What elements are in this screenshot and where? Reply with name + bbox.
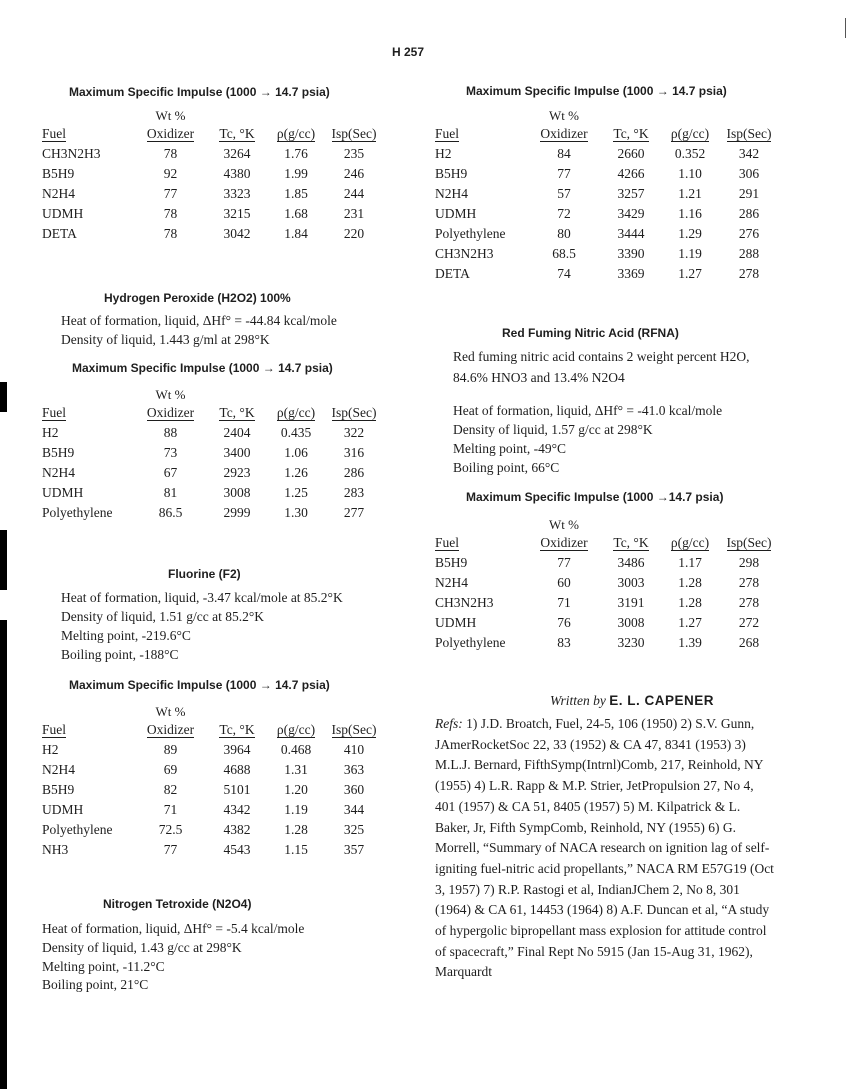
rho-cell: 1.27	[678, 615, 702, 630]
rho-cell: 1.28	[284, 822, 308, 837]
rfna-desc-1: Red fuming nitric acid contains 2 weight percent H2O,	[453, 349, 750, 364]
tc-cell: 3390	[617, 246, 645, 261]
tc-header: Tc, °K	[613, 126, 649, 141]
oxidizer-cell: 82	[163, 782, 178, 797]
fuel-header: Fuel	[435, 126, 460, 141]
tc-cell: 2660	[617, 146, 645, 161]
oxidizer-cell: 77	[557, 166, 571, 181]
fuel-cell: N2H4	[42, 465, 75, 480]
fuel-header: Fuel	[42, 126, 67, 141]
table-row	[435, 184, 777, 204]
table-row	[435, 613, 777, 633]
fuel-cell: B5H9	[42, 782, 75, 797]
isp-cell: 283	[343, 485, 365, 500]
rho-header: ρ(g/cc)	[670, 126, 710, 141]
rfna-heat: Heat of formation, liquid, ΔHf° = -41.0 kcal/mole	[453, 403, 723, 418]
isp-cell: 291	[738, 186, 760, 201]
rho-cell: 1.28	[678, 595, 702, 610]
wt-header: Wt %	[549, 108, 579, 123]
table-title: Maximum Specific Impulse (1000 → 14.7 psia)	[72, 361, 333, 375]
table-title: Maximum Specific Impulse (1000 → 14.7 psia)	[69, 678, 330, 692]
fuel-header: Fuel	[42, 405, 67, 420]
oxidizer-cell: 76	[557, 615, 571, 630]
tc-cell: 3964	[223, 742, 251, 757]
rho-header: ρ(g/cc)	[670, 535, 710, 550]
oxidizer-cell: 77	[163, 186, 178, 201]
oxidizer-cell: 60	[557, 575, 571, 590]
table-row	[42, 740, 381, 760]
impulse-table-top-left	[42, 104, 381, 244]
oxidizer-cell: 67	[163, 465, 178, 480]
tc-cell: 3429	[617, 206, 645, 221]
written-by-label: Written by	[550, 693, 606, 708]
fuel-cell: NH3	[42, 842, 69, 857]
tc-cell: 4266	[617, 166, 645, 181]
section-title-rfna: Red Fuming Nitric Acid (RFNA)	[502, 326, 679, 340]
table-row	[435, 633, 777, 653]
isp-cell: 342	[738, 146, 760, 161]
rho-cell: 1.84	[284, 226, 308, 241]
tc-cell: 3369	[617, 266, 645, 281]
isp-cell: 278	[738, 266, 760, 281]
oxidizer-cell: 57	[557, 186, 571, 201]
rho-cell: 1.31	[284, 762, 308, 777]
table-title: Maximum Specific Impulse (1000 →14.7 psia)	[466, 490, 724, 504]
tc-header: Tc, °K	[219, 722, 255, 737]
table-row	[42, 760, 381, 780]
wt-header: Wt %	[155, 704, 186, 719]
author-name: E. L. CAPENER	[609, 693, 715, 708]
rho-cell: 1.26	[284, 465, 308, 480]
isp-cell: 235	[343, 146, 365, 161]
rho-cell: 0.352	[674, 146, 706, 161]
rfna-density: Density of liquid, 1.57 g/cc at 298°K	[453, 422, 653, 437]
rho-cell: 1.15	[284, 842, 308, 857]
n2o4-density: Density of liquid, 1.43 g/cc at 298°K	[42, 940, 242, 955]
rho-header: ρ(g/cc)	[276, 126, 316, 141]
isp-cell: 286	[738, 206, 760, 221]
wt-header: Wt %	[155, 387, 186, 402]
table-header-row	[42, 104, 381, 124]
oxidizer-cell: 86.5	[158, 505, 183, 520]
isp-cell: 288	[738, 246, 760, 261]
fluorine-boiling: Boiling point, -188°C	[61, 647, 179, 662]
tc-cell: 4688	[223, 762, 251, 777]
fuel-cell: CH3N2H3	[435, 595, 494, 610]
oxidizer-cell: 84	[557, 146, 571, 161]
rho-cell: 1.68	[284, 206, 308, 221]
oxidizer-cell: 89	[163, 742, 178, 757]
table-row	[435, 144, 777, 164]
fuel-cell: UDMH	[42, 206, 84, 221]
fuel-cell: N2H4	[42, 186, 75, 201]
tc-cell: 3486	[617, 555, 645, 570]
rho-header: ρ(g/cc)	[276, 405, 316, 420]
oxidizer-cell: 80	[557, 226, 571, 241]
impulse-table-h2o2	[42, 383, 381, 523]
tc-cell: 3257	[617, 186, 645, 201]
oxidizer-header: Oxidizer	[146, 722, 195, 737]
fuel-cell: B5H9	[42, 445, 75, 460]
oxidizer-cell: 78	[163, 206, 178, 221]
table-row	[42, 780, 381, 800]
tc-cell: 3230	[617, 635, 645, 650]
tc-cell: 4382	[223, 822, 251, 837]
table-header-row	[42, 720, 381, 740]
isp-cell: 360	[343, 782, 365, 797]
oxidizer-cell: 68.5	[552, 246, 576, 261]
tc-cell: 5101	[223, 782, 251, 797]
tc-cell: 3323	[223, 186, 251, 201]
table-header-row	[42, 124, 381, 144]
isp-cell: 357	[343, 842, 365, 857]
impulse-table-top-right	[435, 104, 777, 284]
table-row	[42, 204, 381, 224]
rho-cell: 1.27	[678, 266, 702, 281]
tc-cell: 3191	[617, 595, 645, 610]
rho-cell: 1.99	[284, 166, 308, 181]
fuel-cell: UDMH	[42, 802, 84, 817]
rho-cell: 1.30	[284, 505, 308, 520]
rho-cell: 1.06	[284, 445, 308, 460]
fuel-cell: UDMH	[42, 485, 84, 500]
oxidizer-cell: 83	[557, 635, 571, 650]
rfna-desc-2: 84.6% HNO3 and 13.4% N2O4	[453, 370, 625, 385]
scan-edge-line	[845, 18, 846, 38]
tc-cell: 3003	[617, 575, 645, 590]
tc-cell: 2923	[223, 465, 251, 480]
table-row	[435, 264, 777, 284]
tc-cell: 3215	[223, 206, 251, 221]
table-header-row	[435, 104, 777, 124]
table-row	[42, 144, 381, 164]
tc-cell: 3264	[223, 146, 251, 161]
fuel-cell: DETA	[42, 226, 77, 241]
h2o2-heat: Heat of formation, liquid, ΔHf° = -44.84 kcal/mole	[61, 313, 337, 328]
isp-cell: 231	[343, 206, 365, 221]
oxidizer-cell: 69	[163, 762, 178, 777]
wt-header: Wt %	[155, 108, 186, 123]
fuel-cell: H2	[42, 742, 59, 757]
tc-cell: 2999	[223, 505, 251, 520]
rho-cell: 1.29	[678, 226, 702, 241]
table-row	[42, 800, 381, 820]
isp-cell: 306	[738, 166, 760, 181]
table-header-row	[42, 700, 381, 720]
oxidizer-header: Oxidizer	[540, 535, 588, 550]
refs-label: Refs:	[435, 716, 463, 731]
oxidizer-cell: 78	[163, 146, 178, 161]
impulse-table-fluorine	[42, 700, 381, 860]
isp-cell: 322	[343, 425, 365, 440]
oxidizer-cell: 74	[557, 266, 571, 281]
rho-header: ρ(g/cc)	[276, 722, 316, 737]
fuel-cell: Polyethylene	[435, 226, 506, 241]
table-row	[435, 593, 777, 613]
table-row	[42, 840, 381, 860]
isp-header: Isp(Sec)	[726, 126, 772, 141]
section-title-fluorine: Fluorine (F2)	[168, 567, 241, 581]
table-row	[42, 503, 381, 523]
isp-header: Isp(Sec)	[331, 405, 377, 420]
rho-cell: 1.19	[678, 246, 702, 261]
isp-cell: 286	[343, 465, 365, 480]
isp-cell: 244	[343, 186, 365, 201]
fuel-cell: Polyethylene	[42, 505, 113, 520]
isp-cell: 277	[343, 505, 365, 520]
table-row	[42, 423, 381, 443]
isp-header: Isp(Sec)	[726, 535, 772, 550]
fuel-cell: Polyethylene	[435, 635, 506, 650]
fluorine-melting: Melting point, -219.6°C	[61, 628, 191, 643]
rho-cell: 1.17	[678, 555, 702, 570]
references	[435, 714, 777, 983]
fuel-header: Fuel	[42, 722, 67, 737]
fluorine-density: Density of liquid, 1.51 g/cc at 85.2°K	[61, 609, 264, 624]
fuel-cell: CH3N2H3	[42, 146, 101, 161]
isp-cell: 298	[738, 555, 760, 570]
oxidizer-cell: 78	[163, 226, 178, 241]
scan-edge-bar	[0, 620, 7, 1089]
table-row	[435, 164, 777, 184]
fuel-header: Fuel	[435, 535, 460, 550]
fuel-cell: H2	[435, 146, 452, 161]
h2o2-density: Density of liquid, 1.443 g/ml at 298°K	[61, 332, 270, 347]
table-row	[42, 164, 381, 184]
table-header-row	[435, 124, 777, 144]
oxidizer-cell: 77	[163, 842, 178, 857]
tc-cell: 3042	[223, 226, 251, 241]
rho-cell: 1.76	[284, 146, 308, 161]
table-header-row	[42, 383, 381, 403]
n2o4-heat: Heat of formation, liquid, ΔHf° = -5.4 kcal/mole	[42, 921, 305, 936]
oxidizer-cell: 72.5	[158, 822, 183, 837]
table-row	[42, 820, 381, 840]
oxidizer-header: Oxidizer	[146, 405, 195, 420]
isp-cell: 272	[738, 615, 760, 630]
tc-cell: 3444	[617, 226, 645, 241]
oxidizer-cell: 81	[163, 485, 178, 500]
isp-cell: 246	[343, 166, 365, 181]
fuel-cell: N2H4	[42, 762, 75, 777]
table-header-row	[435, 513, 777, 533]
tc-cell: 2404	[223, 425, 251, 440]
fuel-cell: B5H9	[435, 166, 468, 181]
impulse-table-rfna	[435, 513, 777, 653]
tc-header: Tc, °K	[219, 126, 255, 141]
isp-cell: 363	[343, 762, 365, 777]
table-row	[42, 483, 381, 503]
table-header-row	[435, 533, 777, 553]
tc-cell: 3008	[617, 615, 645, 630]
rho-cell: 0.435	[280, 425, 312, 440]
table-row	[435, 553, 777, 573]
rfna-boiling: Boiling point, 66°C	[453, 460, 560, 475]
isp-header: Isp(Sec)	[331, 722, 377, 737]
table-title: Maximum Specific Impulse (1000 → 14.7 psia)	[69, 85, 330, 99]
tc-header: Tc, °K	[219, 405, 255, 420]
isp-cell: 316	[343, 445, 365, 460]
oxidizer-cell: 71	[557, 595, 571, 610]
rho-cell: 1.39	[678, 635, 702, 650]
fuel-cell: CH3N2H3	[435, 246, 494, 261]
tc-cell: 3008	[223, 485, 251, 500]
table-row	[42, 224, 381, 244]
tc-cell: 4543	[223, 842, 251, 857]
page-number: H 257	[392, 45, 425, 59]
rho-cell: 1.28	[678, 575, 702, 590]
scan-edge-bar	[0, 530, 7, 590]
fuel-cell: B5H9	[435, 555, 468, 570]
isp-cell: 220	[343, 226, 365, 241]
fuel-cell: H2	[42, 425, 59, 440]
rho-cell: 1.16	[678, 206, 702, 221]
section-title-nitrogen-tetroxide: Nitrogen Tetroxide (N2O4)	[103, 897, 252, 911]
tc-cell: 3400	[223, 445, 251, 460]
fluorine-heat: Heat of formation, liquid, -3.47 kcal/mole at 85.2°K	[61, 590, 343, 605]
rho-cell: 1.21	[678, 186, 702, 201]
wt-header: Wt %	[549, 517, 579, 532]
n2o4-boiling: Boiling point, 21°C	[42, 977, 149, 992]
scan-edge-bar	[0, 382, 7, 412]
fuel-cell: DETA	[435, 266, 470, 281]
rfna-melting: Melting point, -49°C	[453, 441, 567, 456]
rho-cell: 1.25	[284, 485, 308, 500]
author-line	[550, 693, 714, 709]
table-row	[42, 463, 381, 483]
table-row	[435, 573, 777, 593]
refs-text: 1) J.D. Broatch, Fuel, 24-5, 106 (1950) 2) S.V. Gunn, JAmerRocketSoc 22, 33 (1952) & CA 47, 8341 (1953) 3) M.L.J. Bernard, FifthSymp(Intrnl)Comb, 217, Reinhold, NY (1955) 4) L.R. Rapp & M.P. Strier, JetPropulsion 27, No 4, 401 (1957) & CA 51, 8405 (1957) 5) M. Kilpatrick & L. Baker, Jr, Fifth SympComb, Reinhold, NY (1955) 6) G. Morrell, “Summary of NACA research on ignition lag of self-igniting fuel-nitric acid propellants,” NACA RM E57G19 (Oct 3, 1957) 7) R.P. Rastogi et al, IndianJChem 2, No 8, 301 (1964) & CA 61, 14453 (1964) 8) A.F. Duncan et al, “A study of hypergolic bipropellant mass explosion for attitude control of spacecraft,” Final Rept No 5915 (Jan 15-Aug 31, 1962), Marquardt	[435, 716, 774, 980]
rho-cell: 0.468	[280, 742, 312, 757]
table-row	[435, 204, 777, 224]
fuel-cell: B5H9	[42, 166, 75, 181]
oxidizer-cell: 88	[163, 425, 178, 440]
isp-cell: 276	[738, 226, 760, 241]
fuel-cell: N2H4	[435, 575, 468, 590]
isp-cell: 278	[738, 575, 760, 590]
table-row	[435, 244, 777, 264]
fuel-cell: UDMH	[435, 206, 477, 221]
section-title-hydrogen-peroxide: Hydrogen Peroxide (H2O2) 100%	[104, 291, 291, 305]
rho-cell: 1.10	[678, 166, 702, 181]
rho-cell: 1.85	[284, 186, 308, 201]
fuel-cell: N2H4	[435, 186, 468, 201]
fuel-cell: Polyethylene	[42, 822, 113, 837]
isp-cell: 344	[343, 802, 365, 817]
oxidizer-cell: 72	[557, 206, 571, 221]
table-title: Maximum Specific Impulse (1000 → 14.7 psia)	[466, 84, 727, 98]
n2o4-melting: Melting point, -11.2°C	[42, 959, 165, 974]
oxidizer-header: Oxidizer	[146, 126, 195, 141]
tc-header: Tc, °K	[613, 535, 649, 550]
rho-cell: 1.19	[284, 802, 308, 817]
table-row	[42, 184, 381, 204]
isp-header: Isp(Sec)	[331, 126, 377, 141]
table-row	[42, 443, 381, 463]
isp-cell: 325	[343, 822, 365, 837]
isp-cell: 268	[738, 635, 760, 650]
oxidizer-cell: 71	[163, 802, 178, 817]
tc-cell: 4342	[223, 802, 251, 817]
oxidizer-cell: 77	[557, 555, 571, 570]
rho-cell: 1.20	[284, 782, 308, 797]
fuel-cell: UDMH	[435, 615, 477, 630]
tc-cell: 4380	[223, 166, 251, 181]
oxidizer-header: Oxidizer	[540, 126, 588, 141]
isp-cell: 278	[738, 595, 760, 610]
oxidizer-cell: 73	[163, 445, 178, 460]
table-row	[435, 224, 777, 244]
table-header-row	[42, 403, 381, 423]
isp-cell: 410	[343, 742, 365, 757]
oxidizer-cell: 92	[163, 166, 178, 181]
